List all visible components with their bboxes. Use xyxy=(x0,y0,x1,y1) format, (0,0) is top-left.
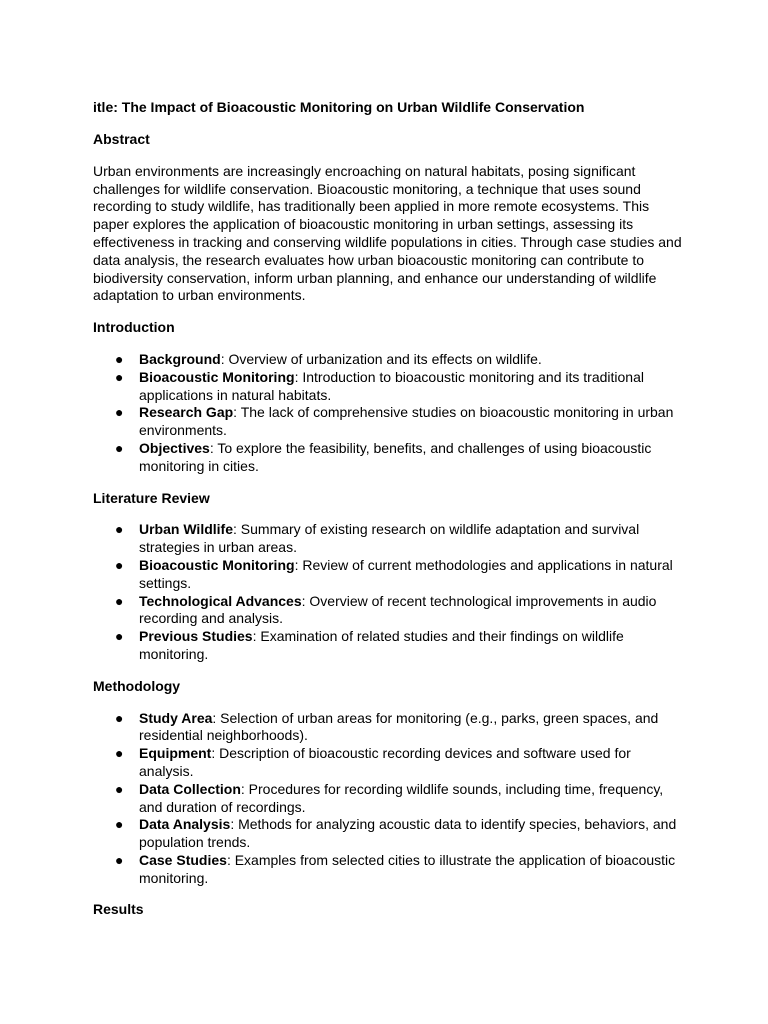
bullet-icon: ● xyxy=(115,350,124,367)
list-item xyxy=(93,781,683,817)
bullet-icon: ● xyxy=(115,780,124,797)
bullet-icon: ● xyxy=(115,556,124,573)
list-item xyxy=(93,593,683,629)
list-item-description: : Selection of urban areas for monitoring (e.g., parks, green spaces, and residential neighborhoods). xyxy=(139,709,659,744)
list-item-description: : The lack of comprehensive studies on bioacoustic monitoring in urban environments. xyxy=(139,404,674,439)
list-item xyxy=(93,710,683,746)
bullet-icon: ● xyxy=(115,439,124,456)
list-item-term: Study Area xyxy=(139,709,213,726)
section-heading: Results xyxy=(93,901,144,918)
list-item-term: Equipment xyxy=(139,745,212,762)
list-item-description: : Overview of urbanization and its effects on wildlife. xyxy=(220,350,542,367)
bullet-icon: ● xyxy=(115,592,124,609)
list-item-term: Objectives xyxy=(139,439,210,456)
section-heading: Methodology xyxy=(93,677,181,694)
bullet-icon: ● xyxy=(115,521,124,538)
section-heading: Literature Review xyxy=(93,489,210,506)
bullet-icon: ● xyxy=(115,404,124,421)
list-item-term: Data Collection xyxy=(139,780,241,797)
list-item-term: Data Analysis xyxy=(139,816,231,833)
list-item xyxy=(93,440,683,476)
list-item-description: : Overview of recent technological improvements in audio recording and analysis. xyxy=(139,592,657,627)
bullet-icon: ● xyxy=(115,745,124,762)
list-item-term: Bioacoustic Monitoring xyxy=(139,368,295,385)
list-item-term: Background xyxy=(139,350,221,367)
bullet-icon: ● xyxy=(115,368,124,385)
list-item-description: : Procedures for recording wildlife sounds, including time, frequency, and duration of recordings. xyxy=(139,780,664,815)
list-item-description: : Summary of existing research on wildlife adaptation and survival strategies in urban areas. xyxy=(139,521,640,556)
list-item xyxy=(93,521,683,557)
list-item-description: : Examples from selected cities to illustrate the application of bioacoustic monitoring. xyxy=(139,851,676,886)
bullet-list xyxy=(93,710,683,888)
abstract-heading: Abstract xyxy=(93,131,150,147)
list-item-term: Previous Studies xyxy=(139,628,253,645)
section-heading: Introduction xyxy=(93,319,175,336)
list-item xyxy=(93,404,683,440)
bullet-list xyxy=(93,351,683,476)
list-item-term: Research Gap xyxy=(139,404,234,421)
list-item-term: Urban Wildlife xyxy=(139,521,233,538)
list-item xyxy=(93,816,683,852)
document-sections xyxy=(93,319,683,919)
list-item-term: Bioacoustic Monitoring xyxy=(139,556,295,573)
bullet-icon: ● xyxy=(115,628,124,645)
bullet-icon: ● xyxy=(115,709,124,726)
list-item-description: : Examination of related studies and their findings on wildlife monitoring. xyxy=(139,628,624,662)
document-title: itle: The Impact of Bioacoustic Monitoring on Urban Wildlife Conservation xyxy=(93,99,585,115)
list-item-description: : Introduction to bioacoustic monitoring and its traditional applications in natural habitats. xyxy=(139,368,644,403)
list-item-term: Technological Advances xyxy=(139,592,302,609)
list-item-description: : Methods for analyzing acoustic data to identify species, behaviors, and population trends. xyxy=(139,816,677,851)
list-item-term: Case Studies xyxy=(139,851,227,868)
bullet-list xyxy=(93,521,683,663)
list-item xyxy=(93,745,683,781)
list-item xyxy=(93,369,683,405)
list-item xyxy=(93,628,683,664)
list-item xyxy=(93,351,683,369)
list-item-description: : To explore the feasibility, benefits, and challenges of using bioacoustic monitoring in cities. xyxy=(139,439,652,474)
bullet-icon: ● xyxy=(115,851,124,868)
bullet-icon: ● xyxy=(115,816,124,833)
list-item-description: : Review of current methodologies and applications in natural settings. xyxy=(139,556,673,591)
list-item xyxy=(93,557,683,593)
document-page xyxy=(93,99,683,919)
list-item xyxy=(93,852,683,888)
abstract-paragraph: Urban environments are increasingly encroaching on natural habitats, posing significant challenges for wildlife conservation. Bioacoustic monitoring, a technique that uses sound recording to study wildlife, has traditionally been applied in more remote ecosystems. This paper explores the application of bioacoustic monitoring in urban settings, assessing its effectiveness in tracking and conserving wildlife populations in cities. Through case studies and data analysis, the research evaluates how urban bioacoustic monitoring can contribute to biodiversity conservation, inform urban planning, and enhance our understanding of wildlife adaptation to urban environments. xyxy=(93,162,682,304)
list-item-description: : Description of bioacoustic recording devices and software used for analysis. xyxy=(139,745,631,779)
